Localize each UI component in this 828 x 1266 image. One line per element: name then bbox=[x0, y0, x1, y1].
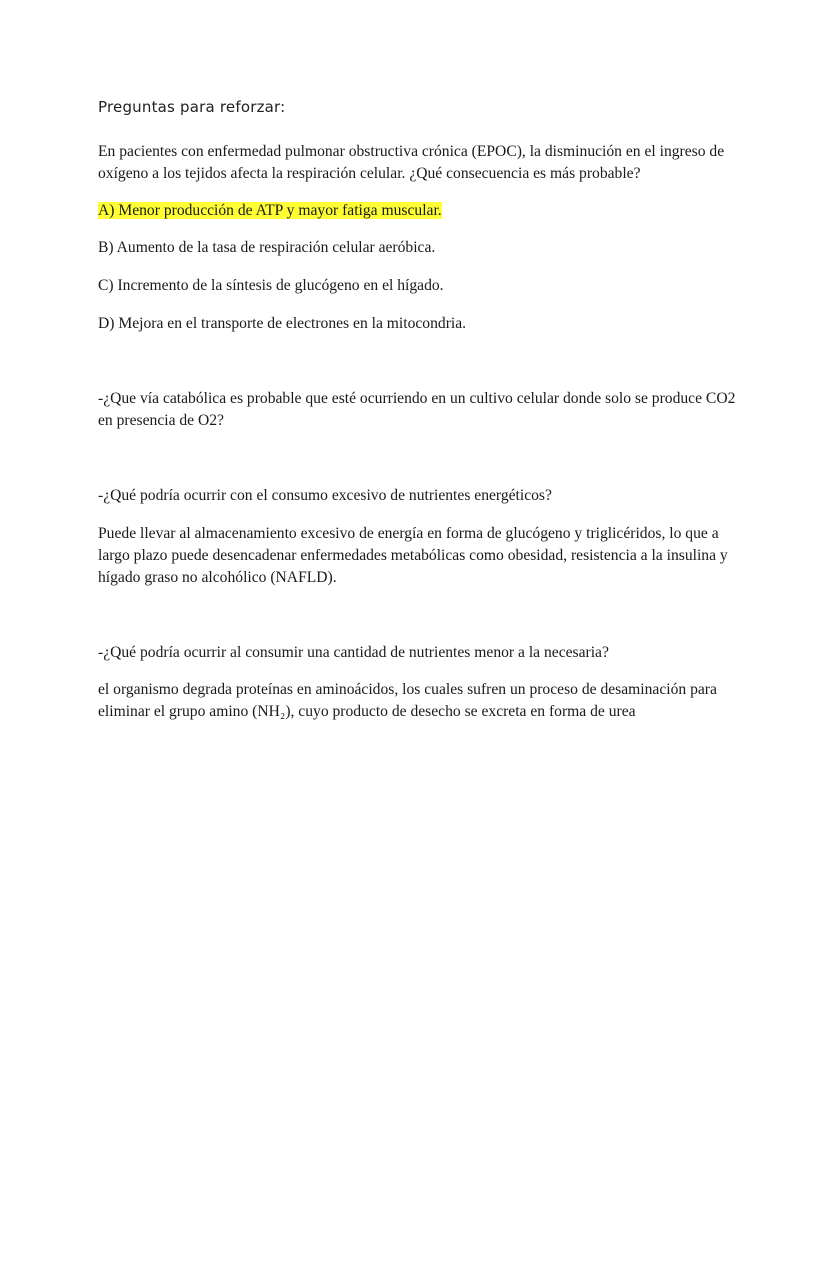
question-3-text: -¿Qué podría ocurrir con el consumo excesivo de nutrientes energéticos? bbox=[98, 487, 552, 504]
question-3-answer: Puede llevar al almacenamiento excesivo de energía en forma de glucógeno y triglicéridos, lo que a largo plazo puede desencadenar enfermedades metabólicas como obesidad, resistencia a la insulina y hígado graso no alcohólico (NAFLD). bbox=[98, 525, 728, 586]
question-1-option-b: B) Aumento de la tasa de respiración celular aeróbica. bbox=[98, 239, 436, 256]
question-1-text: En pacientes con enfermedad pulmonar obstructiva crónica (EPOC), la disminución en el ingreso de oxígeno a los tejidos afecta la respiración celular. ¿Qué consecuencia es más probable? bbox=[98, 143, 725, 182]
question-4-text: -¿Qué podría ocurrir al consumir una cantidad de nutrientes menor a la necesaria? bbox=[98, 644, 609, 661]
question-1-option-c: C) Incremento de la síntesis de glucógeno en el hígado. bbox=[98, 277, 444, 294]
highlighted-answer: A) Menor producción de ATP y mayor fatiga muscular. bbox=[98, 202, 442, 219]
question-1-option-a bbox=[98, 200, 748, 222]
section-heading: Preguntas para reforzar: bbox=[98, 98, 286, 116]
question-1-option-d: D) Mejora en el transporte de electrones en la mitocondria. bbox=[98, 315, 467, 332]
question-4-answer: el organismo degrada proteínas en aminoácidos, los cuales sufren un proceso de desaminación para eliminar el grupo amino (NH₂), cuyo producto de desecho se excreta en forma de urea bbox=[98, 681, 717, 720]
question-2-text: -¿Que vía catabólica es probable que esté ocurriendo en un cultivo celular donde solo se produce CO2 en presencia de O2? bbox=[98, 390, 736, 429]
